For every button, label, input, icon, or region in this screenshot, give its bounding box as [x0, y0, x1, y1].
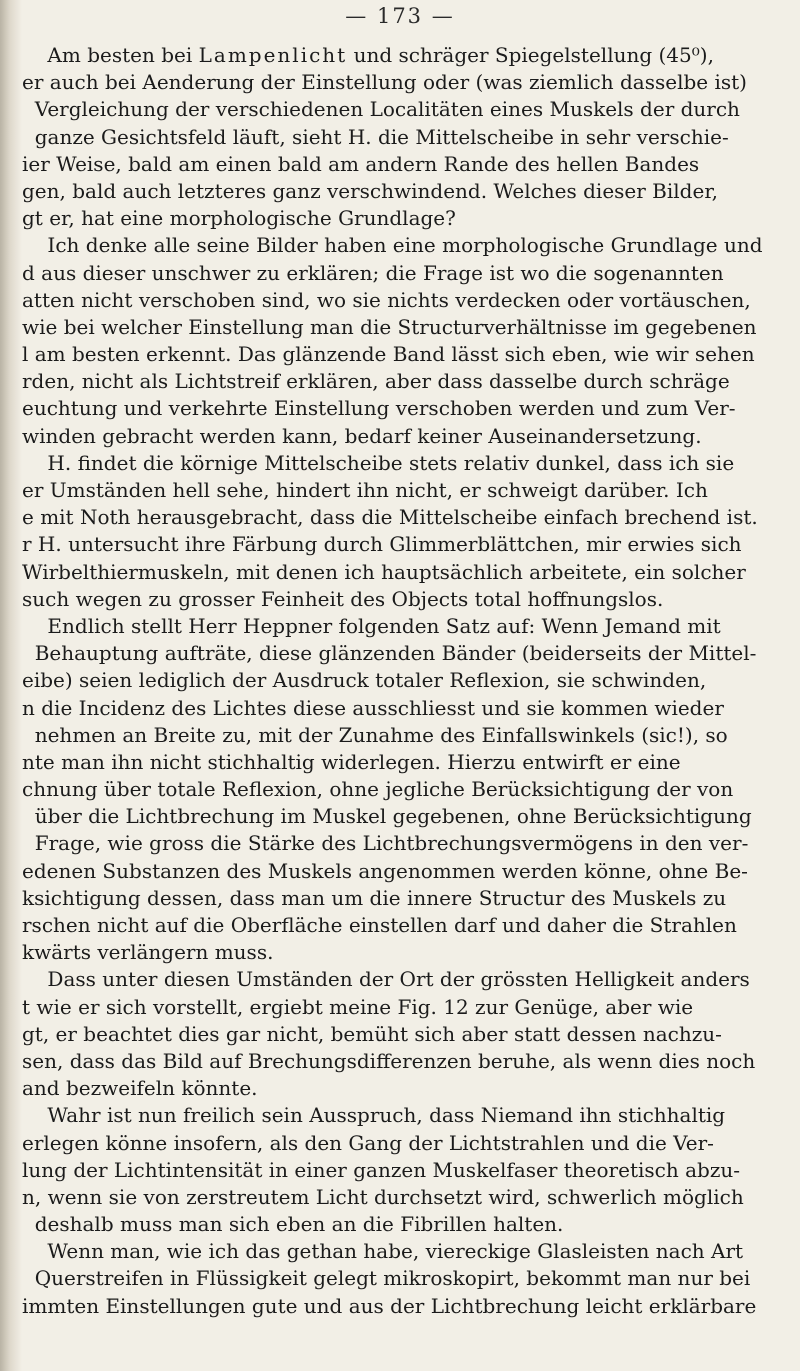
line-text: erlegen könne insofern, als den Gang der Lichtstrahlen und die Ver- [22, 1130, 714, 1155]
text-line [22, 178, 782, 205]
line-text: Behauptung aufträte, diese glänzenden Bänder (beiderseits der Mittel- [22, 641, 757, 666]
line-text: gt, er beachtet dies gar nicht, bemüht sich aber statt dessen nachzu- [22, 1021, 722, 1046]
text-line [22, 912, 782, 939]
text-line [22, 395, 782, 422]
line-text: Wenn man, wie ich das gethan habe, viereckige Glasleisten nach Art [22, 1239, 744, 1264]
text-line [22, 994, 782, 1021]
text-line [22, 1102, 782, 1129]
line-text: gen, bald auch letzteres ganz verschwindend. Welches dieser Bilder, [22, 178, 719, 203]
line-text: Ich denke alle seine Bilder haben eine morphologische Grundlage und [22, 233, 763, 258]
text-line [22, 69, 782, 96]
line-text: euchtung und verkehrte Einstellung verschoben werden und zum Ver- [22, 396, 736, 421]
line-text: Wahr ist nun freilich sein Ausspruch, dass Niemand ihn stichhaltig [22, 1103, 726, 1128]
line-text: ganze Gesichtsfeld läuft, sieht H. die Mittelscheibe in sehr verschie- [22, 124, 729, 149]
line-text: nehmen an Breite zu, mit der Zunahme des Einfallswinkels (sic!), so [22, 722, 728, 747]
line-text: d aus dieser unschwer zu erklären; die Frage ist wo die sogenannten [22, 260, 724, 285]
text-line [22, 830, 782, 857]
text-line [22, 803, 782, 830]
text-line [22, 1048, 782, 1075]
line-text: Wirbelthiermuskeln, mit denen ich hauptsächlich arbeitete, ein solcher [22, 559, 746, 584]
text-line [22, 287, 782, 314]
text-line [22, 613, 782, 640]
line-text: and bezweifeln könnte. [22, 1076, 258, 1101]
line-text: such wegen zu grosser Feinheit des Objects total hoffnungslos. [22, 586, 664, 611]
line-text: r H. untersucht ihre Färbung durch Glimmerblättchen, mir erwies sich [22, 532, 742, 557]
line-text: Dass unter diesen Umständen der Ort der grössten Helligkeit anders [22, 967, 750, 992]
text-line [22, 858, 782, 885]
text-line [22, 341, 782, 368]
text-line [22, 1238, 782, 1265]
text-line [22, 559, 782, 586]
line-text: winden gebracht werden kann, bedarf keiner Auseinandersetzung. [22, 423, 702, 448]
text-line [22, 151, 782, 178]
text-line [22, 42, 782, 69]
line-text: atten nicht verschoben sind, wo sie nichts verdecken oder vortäuschen, [22, 287, 751, 312]
line-text: Endlich stellt Herr Heppner folgenden Satz auf: Wenn Jemand mit [22, 613, 721, 638]
text-line [22, 1184, 782, 1211]
text-line [22, 885, 782, 912]
text-line [22, 749, 782, 776]
text-line [22, 1075, 782, 1102]
text-line [22, 96, 782, 123]
line-text: kwärts verlängern muss. [22, 940, 274, 965]
text-line [22, 1021, 782, 1048]
line-text: l am besten erkennt. Das glänzende Band lässt sich eben, wie wir sehen [22, 342, 755, 367]
text-line [22, 586, 782, 613]
text-line [22, 939, 782, 966]
page-gutter-shadow [0, 0, 22, 1371]
line-text: n die Incidenz des Lichtes diese ausschliesst und sie kommen wieder [22, 695, 724, 720]
line-text: lung der Lichtintensität in einer ganzen Muskelfaser theoretisch abzu- [22, 1157, 740, 1182]
line-text-continued: und schräger Spiegelstellung (45⁰), [347, 43, 714, 67]
line-text: sen, dass das Bild auf Brechungsdifferenzen beruhe, als wenn dies noch [22, 1048, 756, 1073]
line-text: immten Einstellungen gute und aus der Lichtbrechung leicht erklärbare [22, 1293, 757, 1318]
line-text: Querstreifen in Flüssigkeit gelegt mikroskopirt, bekommt man nur bei [22, 1266, 751, 1291]
line-text: chnung über totale Reflexion, ohne jegliche Berücksichtigung der von [22, 777, 734, 802]
line-text: H. findet die körnige Mittelscheibe stets relativ dunkel, dass ich sie [22, 450, 735, 475]
line-text: t wie er sich vorstellt, ergiebt meine Fig. 12 zur Genüge, aber wie [22, 994, 694, 1019]
text-line [22, 1211, 782, 1238]
text-line [22, 314, 782, 341]
body-text [22, 42, 782, 1320]
text-line [22, 640, 782, 667]
text-line [22, 368, 782, 395]
line-text: gt er, hat eine morphologische Grundlage? [22, 206, 456, 231]
emphasized-term: Lampenlicht [198, 43, 348, 67]
text-line [22, 966, 782, 993]
text-line [22, 531, 782, 558]
text-line [22, 776, 782, 803]
text-line [22, 205, 782, 232]
text-line [22, 722, 782, 749]
line-text: eibe) seien lediglich der Ausdruck totaler Reflexion, sie schwinden, [22, 668, 707, 693]
line-text: ier Weise, bald am einen bald am andern Rande des hellen Bandes [22, 151, 700, 176]
line-text: rschen nicht auf die Oberfläche einstellen darf und daher die Strahlen [22, 913, 737, 937]
line-text: n, wenn sie von zerstreutem Licht durchsetzt wird, schwerlich möglich [22, 1184, 744, 1209]
text-line [22, 695, 782, 722]
line-text: Am besten bei [22, 43, 199, 67]
line-text: Frage, wie gross die Stärke des Lichtbrechungsvermögens in den ver- [22, 831, 749, 856]
line-text: ksichtigung dessen, dass man um die innere Structur des Muskels zu [22, 885, 727, 910]
text-line [22, 423, 782, 450]
text-line [22, 1293, 782, 1320]
text-line [22, 477, 782, 504]
line-text: deshalb muss man sich eben an die Fibrillen halten. [22, 1212, 564, 1237]
text-line [22, 124, 782, 151]
line-text: nte man ihn nicht stichhaltig widerlegen. Hierzu entwirft er eine [22, 749, 681, 774]
text-line [22, 504, 782, 531]
line-text: er auch bei Aenderung der Einstellung oder (was ziemlich dasselbe ist) [22, 70, 747, 95]
text-line [22, 232, 782, 259]
line-text: edenen Substanzen des Muskels angenommen werden könne, ohne Be- [22, 858, 748, 883]
line-text: über die Lichtbrechung im Muskel gegebenen, ohne Berücksichtigung [22, 804, 752, 829]
text-line [22, 1265, 782, 1292]
line-text: Vergleichung der verschiedenen Localitäten eines Muskels der durch [22, 97, 740, 122]
line-text: e mit Noth herausgebracht, dass die Mittelscheibe einfach brechend ist. [22, 505, 758, 530]
text-line [22, 1130, 782, 1157]
line-text: rden, nicht als Lichtstreif erklären, aber dass dasselbe durch schräge [22, 369, 730, 394]
page-number: — 173 — [345, 4, 455, 28]
text-line [22, 450, 782, 477]
line-text: er Umständen hell sehe, hindert ihn nicht, er schweigt darüber. Ich [22, 478, 708, 502]
text-line [22, 667, 782, 694]
line-text: wie bei welcher Einstellung man die Structurverhältnisse im gegebenen [22, 314, 757, 339]
text-line [22, 1157, 782, 1184]
text-line [22, 260, 782, 287]
